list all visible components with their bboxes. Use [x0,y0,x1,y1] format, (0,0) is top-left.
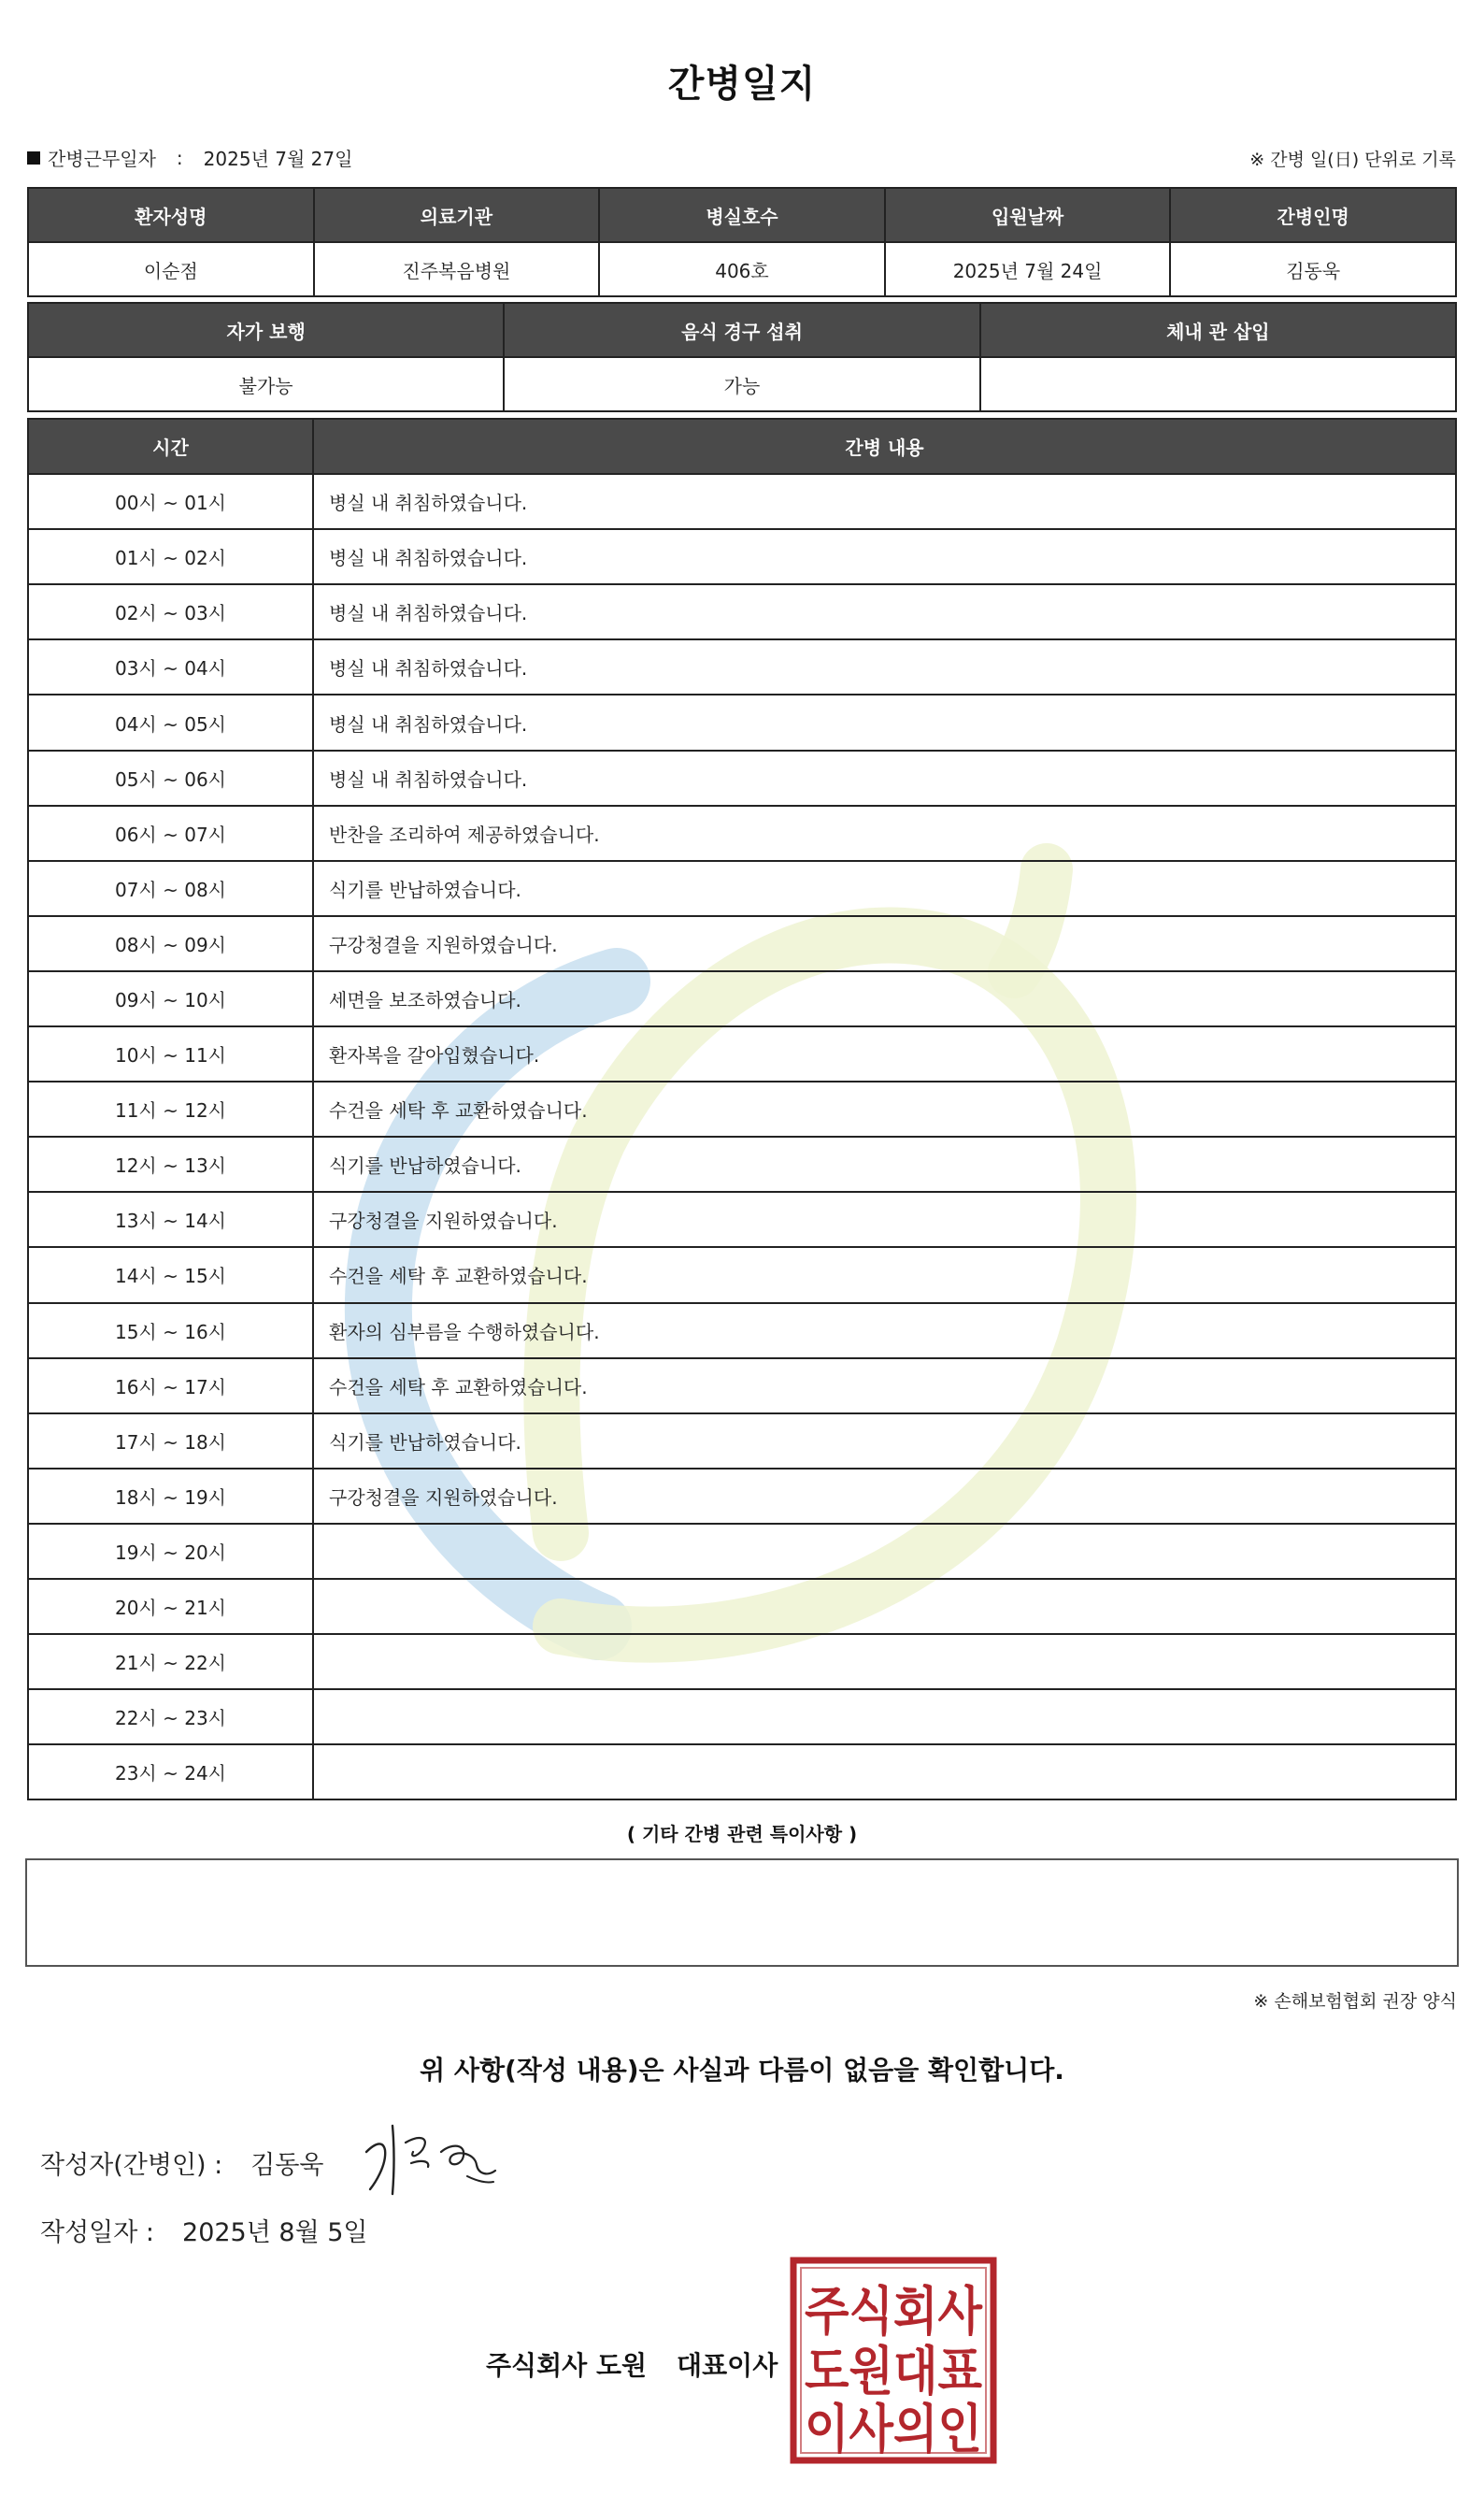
tube-insertion-value [980,357,1456,411]
care-log-time: 15시 ~ 16시 [28,1303,313,1358]
care-log-content: 식기를 반납하였습니다. [313,1413,1456,1469]
record-note: ※ 간병 일(日) 단위로 기록 [1249,150,1456,170]
care-log-row [28,1303,1456,1358]
bullet-square-icon [27,151,40,165]
care-log-row [28,916,1456,971]
care-log-row [28,751,1456,806]
admission-date: 2025년 7월 24일 [885,242,1171,296]
condition-value-row [28,357,1456,411]
header-time: 시간 [28,419,313,474]
care-log-time: 01시 ~ 02시 [28,529,313,584]
care-log-time: 05시 ~ 06시 [28,751,313,806]
care-log-time: 08시 ~ 09시 [28,916,313,971]
work-date [27,144,352,171]
care-log-table [27,418,1457,1800]
care-log-time: 23시 ~ 24시 [28,1744,313,1799]
work-date-value: 2025년 7월 27일 [203,148,353,170]
care-log-time: 21시 ~ 22시 [28,1634,313,1689]
writer-name: 김동욱 [250,2151,324,2180]
written-date-row [40,2212,368,2248]
self-walking-value: 불가능 [28,357,504,411]
care-log-content [313,1634,1456,1689]
work-date-colon: : [176,146,183,169]
care-log-row [28,639,1456,695]
care-log-time: 12시 ~ 13시 [28,1137,313,1192]
condition-table [27,302,1457,412]
care-log-row [28,1137,1456,1192]
care-log-content: 병실 내 취침하였습니다. [313,751,1456,806]
confirmation-statement: 위 사항(작성 내용)은 사실과 다름이 없음을 확인합니다. [420,2055,1064,2086]
header-self-walking: 자가 보행 [28,303,504,357]
caregiver-name: 김동욱 [1170,242,1456,296]
care-log-row [28,1579,1456,1634]
care-log-row [28,1358,1456,1413]
written-date-value: 2025년 8월 5일 [182,2218,368,2247]
care-log-content: 수건을 세탁 후 교환하였습니다. [313,1358,1456,1413]
care-log-content: 병실 내 취침하였습니다. [313,695,1456,750]
hospital-name: 진주복음병원 [314,242,600,296]
care-log-time: 02시 ~ 03시 [28,584,313,639]
care-log-row [28,1192,1456,1247]
care-log-time: 07시 ~ 08시 [28,861,313,916]
care-log-time: 06시 ~ 07시 [28,806,313,861]
care-log-header-row [28,419,1456,474]
care-log-row [28,695,1456,750]
company-signoff [486,2345,778,2383]
care-log-content: 구강청결을 지원하였습니다. [313,1192,1456,1247]
care-log-time: 00시 ~ 01시 [28,474,313,529]
care-log-row [28,861,1456,916]
care-log-content: 환자의 심부름을 수행하였습니다. [313,1303,1456,1358]
care-log-content: 수건을 세탁 후 교환하였습니다. [313,1247,1456,1302]
header-care-content: 간병 내용 [313,419,1456,474]
care-log-row [28,1413,1456,1469]
care-log-row [28,474,1456,529]
care-log-row [28,971,1456,1026]
care-log-body [28,474,1456,1799]
header-hospital: 의료기관 [314,188,600,242]
care-log-time: 20시 ~ 21시 [28,1579,313,1634]
care-log-time: 14시 ~ 15시 [28,1247,313,1302]
care-log-row [28,529,1456,584]
company-seal-stamp [790,2257,997,2464]
care-log-row [28,806,1456,861]
care-log-content: 구강청결을 지원하였습니다. [313,916,1456,971]
seal-text-line: 도원대표 [805,2342,982,2402]
oral-intake-value: 가능 [504,357,979,411]
care-log-time: 10시 ~ 11시 [28,1026,313,1082]
care-log-time: 03시 ~ 04시 [28,639,313,695]
care-log-content: 병실 내 취침하였습니다. [313,639,1456,695]
care-log-content: 식기를 반납하였습니다. [313,861,1456,916]
header-room-number: 병실호수 [599,188,885,242]
care-log-row [28,1082,1456,1137]
care-log-content: 병실 내 취침하였습니다. [313,584,1456,639]
writer-label: 작성자(간병인) : [40,2151,223,2180]
condition-header-row [28,303,1456,357]
care-log-row [28,1689,1456,1744]
care-log-content [313,1524,1456,1579]
care-log-time: 18시 ~ 19시 [28,1469,313,1524]
header-patient-name: 환자성명 [28,188,314,242]
care-log-row [28,1524,1456,1579]
seal-text-line: 이사의인 [805,2400,982,2460]
notes-heading: ( 기타 간병 관련 특이사항 ) [626,1823,858,1845]
care-log-row [28,1026,1456,1082]
care-log-content: 세면을 보조하였습니다. [313,971,1456,1026]
care-log-content: 병실 내 취침하였습니다. [313,474,1456,529]
care-log-content: 환자복을 갈아입혔습니다. [313,1026,1456,1082]
handwritten-signature [357,2115,507,2199]
patient-info-value-row [28,242,1456,296]
header-admission-date: 입원날짜 [885,188,1171,242]
care-log-content [313,1689,1456,1744]
written-date-label: 작성일자 : [40,2218,155,2247]
patient-info-table [27,187,1457,297]
care-log-row [28,584,1456,639]
header-oral-intake: 음식 경구 섭취 [504,303,979,357]
care-log-time: 19시 ~ 20시 [28,1524,313,1579]
care-log-content: 구강청결을 지원하였습니다. [313,1469,1456,1524]
care-log-time: 04시 ~ 05시 [28,695,313,750]
care-log-content: 반찬을 조리하여 제공하였습니다. [313,806,1456,861]
patient-info-header-row [28,188,1456,242]
care-log-time: 09시 ~ 10시 [28,971,313,1026]
care-log-row [28,1469,1456,1524]
writer-row [40,2144,324,2181]
representative-title: 대표이사 [677,2350,778,2381]
company-name: 주식회사 도원 [486,2350,648,2381]
page-title: 간병일지 [667,63,817,106]
care-log-content [313,1579,1456,1634]
care-log-row [28,1634,1456,1689]
form-footnote: ※ 손해보험협회 권장 양식 [1253,1991,1457,2012]
care-log-time: 22시 ~ 23시 [28,1689,313,1744]
care-log-row [28,1744,1456,1799]
work-date-label: 간병근무일자 [48,148,156,170]
special-notes-box [25,1858,1459,1967]
care-log-content: 병실 내 취침하였습니다. [313,529,1456,584]
care-log-row [28,1247,1456,1302]
care-log-time: 11시 ~ 12시 [28,1082,313,1137]
header-caregiver-name: 간병인명 [1170,188,1456,242]
care-log-time: 13시 ~ 14시 [28,1192,313,1247]
room-number: 406호 [599,242,885,296]
care-log-time: 16시 ~ 17시 [28,1358,313,1413]
care-log-content: 식기를 반납하였습니다. [313,1137,1456,1192]
care-log-time: 17시 ~ 18시 [28,1413,313,1469]
care-log-content [313,1744,1456,1799]
patient-name: 이순점 [28,242,314,296]
care-log-content: 수건을 세탁 후 교환하였습니다. [313,1082,1456,1137]
header-tube-insertion: 체내 관 삽입 [980,303,1456,357]
seal-text-line: 주식회사 [805,2282,983,2343]
